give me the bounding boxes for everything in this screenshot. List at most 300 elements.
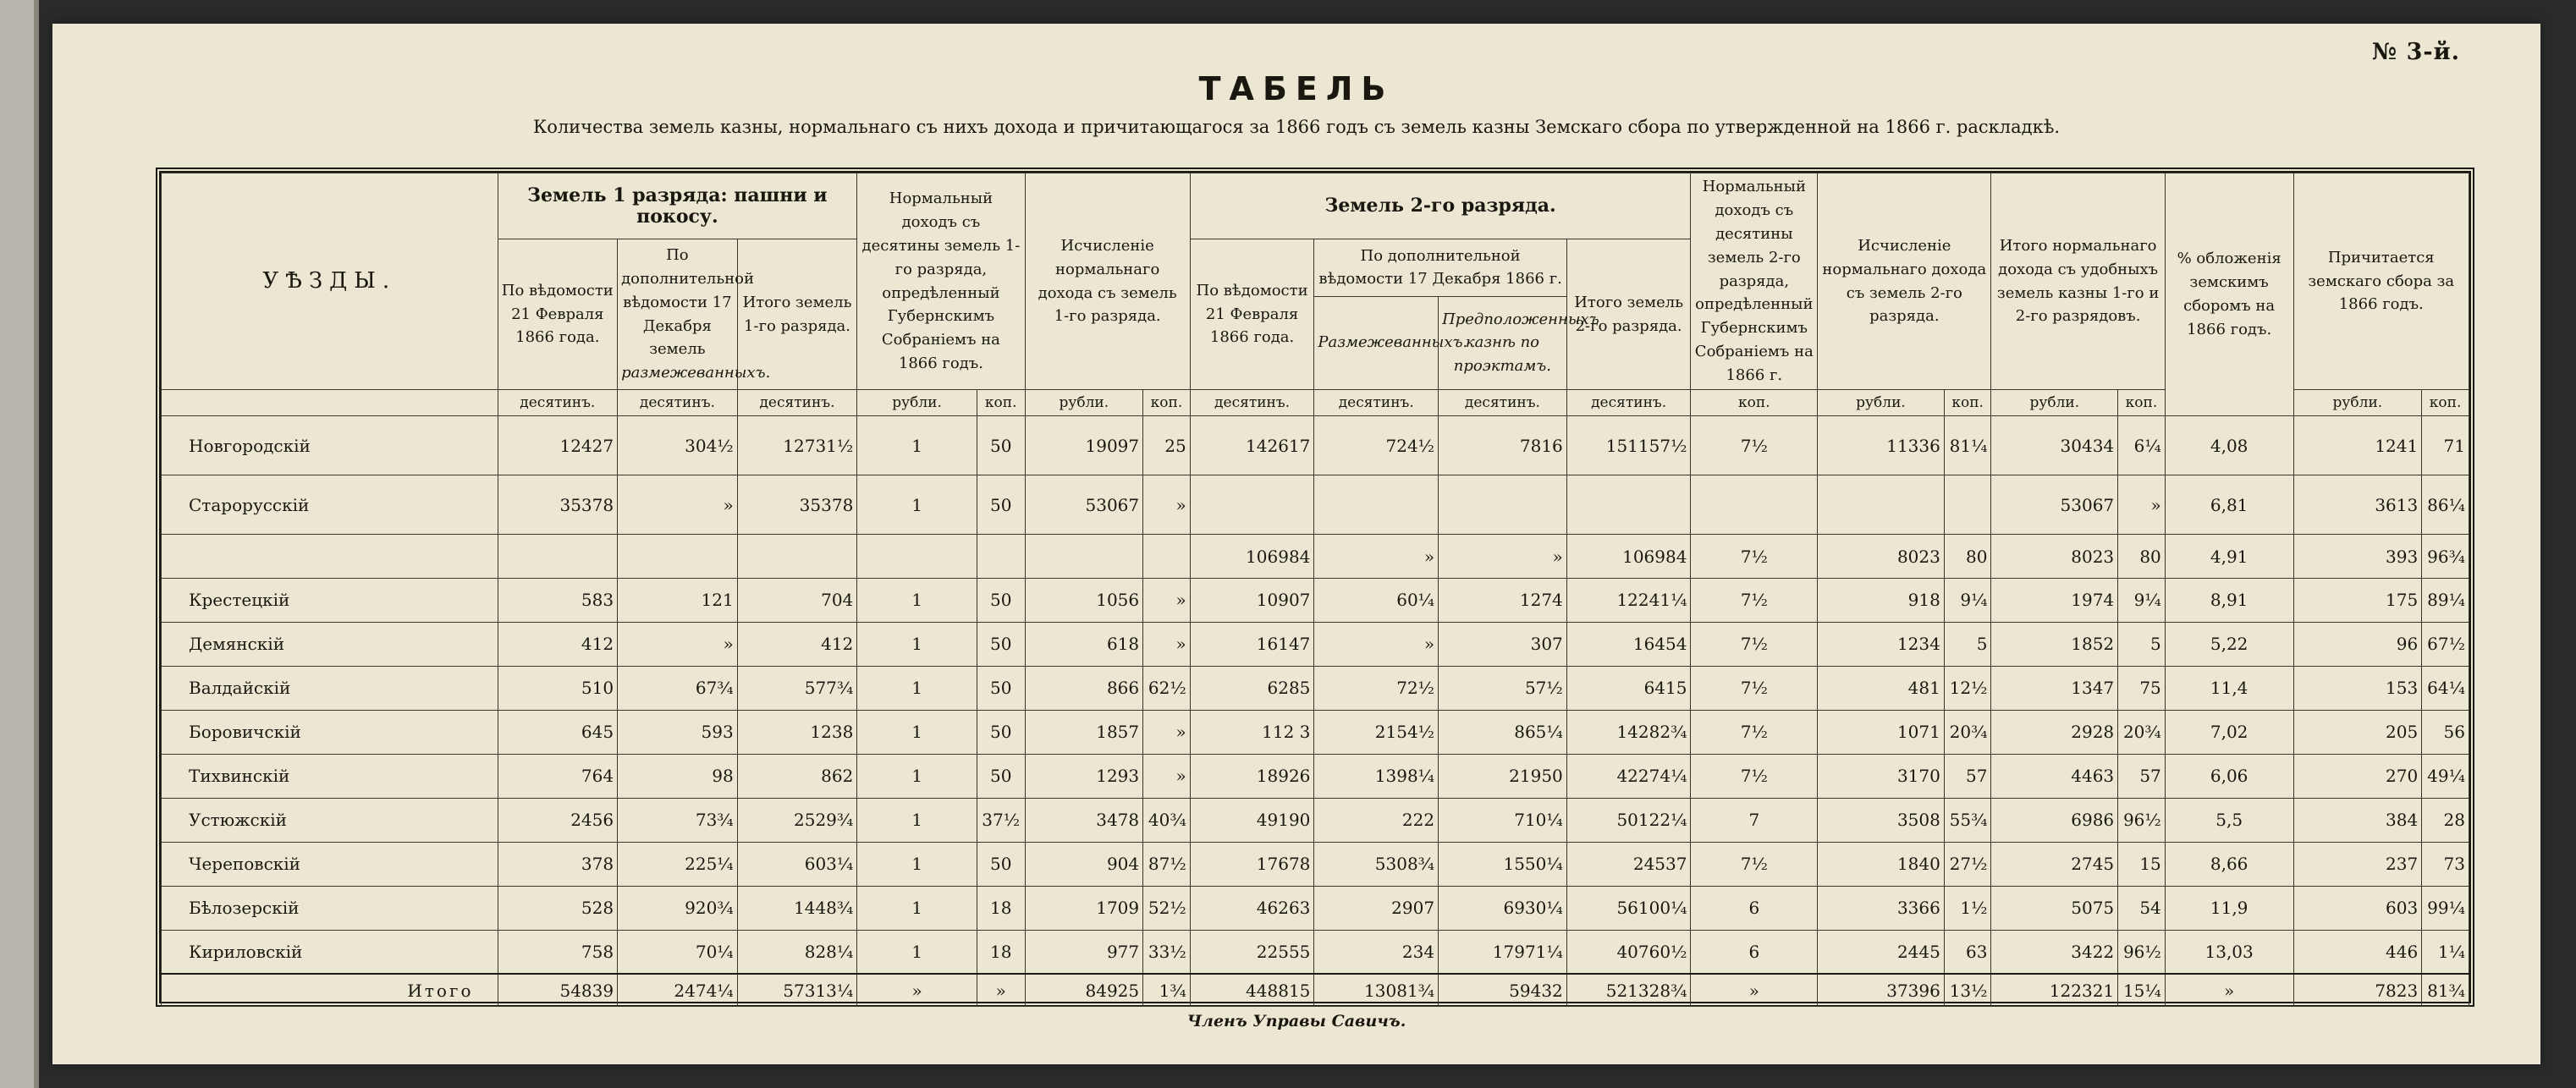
total-dr: 7823 — [2293, 974, 2422, 1006]
cell-c1 — [498, 535, 618, 579]
cell-n1k: 50 — [977, 842, 1025, 886]
cell-n1k: 50 — [977, 579, 1025, 623]
cell-dk: 73 — [2422, 842, 2469, 886]
cell-d2: 5308¾ — [1314, 842, 1439, 886]
cell-d2: 222 — [1314, 798, 1439, 842]
cell-d1: 49190 — [1190, 798, 1314, 842]
cell-cl2k: 80 — [1944, 535, 1991, 579]
document-sheet — [52, 24, 2540, 1064]
cell-d3: 1550¼ — [1439, 842, 1567, 886]
cell-tk: 96½ — [2118, 798, 2166, 842]
cell-tr: 1347 — [1991, 666, 2118, 710]
cell-cl1r: 977 — [1025, 930, 1143, 974]
cell-c1: 412 — [498, 622, 618, 666]
cell-dr: 1241 — [2293, 416, 2422, 475]
cell-d1: 112 3 — [1190, 710, 1314, 754]
cell-d2: » — [1314, 622, 1439, 666]
cell-c3: 577¾ — [737, 666, 857, 710]
cell-d3: » — [1439, 535, 1567, 579]
cell-cl2r: 481 — [1818, 666, 1945, 710]
header-due: Причитается земскаго сбора за 1866 годъ. — [2293, 173, 2469, 390]
cell-tr: 2928 — [1991, 710, 2118, 754]
total-n1r: » — [857, 974, 977, 1006]
cell-d1: 17678 — [1190, 842, 1314, 886]
cell-cl2k: 5 — [1944, 622, 1991, 666]
cell-d2: 1398¼ — [1314, 754, 1439, 798]
unit-rub: рубли. — [1991, 390, 2118, 416]
cell-dk: 28 — [2422, 798, 2469, 842]
cell-d4: 50122¼ — [1566, 798, 1691, 842]
cell-tk: 54 — [2118, 886, 2166, 930]
cell-cl2k: 81¼ — [1944, 416, 1991, 475]
cell-dr: 237 — [2293, 842, 2422, 886]
cell-c2: 67¾ — [618, 666, 738, 710]
cell-cl1r: 904 — [1025, 842, 1143, 886]
cell-n1r: 1 — [857, 622, 977, 666]
cell-dr: 96 — [2293, 622, 2422, 666]
header-group2: Земель 2-го разряда. — [1190, 173, 1691, 239]
cell-name: Старорусскій — [162, 475, 498, 535]
header-g1-c2-italic: размежеванныхъ. — [621, 364, 771, 382]
cell-pct: 5,22 — [2165, 622, 2293, 666]
cell-d4: 151157½ — [1566, 416, 1691, 475]
cell-tr: 6986 — [1991, 798, 2118, 842]
cell-pct: 13,03 — [2165, 930, 2293, 974]
cell-cl2r: 11336 — [1818, 416, 1945, 475]
cell-cl1k: » — [1143, 579, 1191, 623]
cell-cl1k: 52½ — [1143, 886, 1191, 930]
cell-n1r: 1 — [857, 475, 977, 535]
cell-pct: 4,91 — [2165, 535, 2293, 579]
cell-c1: 12427 — [498, 416, 618, 475]
total-d4: 521328¾ — [1566, 974, 1691, 1006]
total-c3: 57313¼ — [737, 974, 857, 1006]
cell-n1k: 18 — [977, 930, 1025, 974]
cell-cl1r: 1857 — [1025, 710, 1143, 754]
cell-d2 — [1314, 475, 1439, 535]
cell-c2: 70¼ — [618, 930, 738, 974]
cell-cl1k: 87½ — [1143, 842, 1191, 886]
unit-kop: коп. — [2118, 390, 2166, 416]
cell-d2: 72½ — [1314, 666, 1439, 710]
cell-cl2k: 20¾ — [1944, 710, 1991, 754]
cell-name: Череповскій — [162, 842, 498, 886]
cell-cl2r: 2445 — [1818, 930, 1945, 974]
cell-dk: 56 — [2422, 710, 2469, 754]
cell-tk: 57 — [2118, 754, 2166, 798]
cell-tk: » — [2118, 475, 2166, 535]
total-c1: 54839 — [498, 974, 618, 1006]
cell-dk: 89¼ — [2422, 579, 2469, 623]
cell-n1r: 1 — [857, 579, 977, 623]
document-number: № 3-й. — [2371, 39, 2460, 65]
cell-n1r — [857, 535, 977, 579]
cell-d3: 21950 — [1439, 754, 1567, 798]
cell-c3: 2529¾ — [737, 798, 857, 842]
table-row — [162, 842, 2469, 886]
unit-des: десятинъ. — [1439, 390, 1567, 416]
cell-name: Тихвинскій — [162, 754, 498, 798]
cell-c1: 758 — [498, 930, 618, 974]
cell-d2: » — [1314, 535, 1439, 579]
cell-pct: 8,91 — [2165, 579, 2293, 623]
cell-d4: 42274¼ — [1566, 754, 1691, 798]
cell-d1: 142617 — [1190, 416, 1314, 475]
cell-n2: 7½ — [1691, 754, 1818, 798]
cell-cl2r: 1071 — [1818, 710, 1945, 754]
cell-cl2k: 27½ — [1944, 842, 1991, 886]
header-percent: % обложенія земскимъ сборомъ на 1866 годъ. — [2165, 173, 2293, 416]
cell-c2: 73¾ — [618, 798, 738, 842]
cell-cl1k: 40¾ — [1143, 798, 1191, 842]
cell-d3: 710¼ — [1439, 798, 1567, 842]
unit-kop: коп. — [2422, 390, 2469, 416]
cell-cl2r — [1818, 475, 1945, 535]
cell-cl1r: 3478 — [1025, 798, 1143, 842]
total-tr: 122321 — [1991, 974, 2118, 1006]
cell-d2: 2154½ — [1314, 710, 1439, 754]
total-d3: 59432 — [1439, 974, 1567, 1006]
header-g2-c3: Предположенныхъ казнѣ по проэктамъ. — [1439, 296, 1567, 389]
cell-name — [162, 535, 498, 579]
cell-dk: 99¼ — [2422, 886, 2469, 930]
cell-c2: 920¾ — [618, 886, 738, 930]
cell-n1k: 50 — [977, 475, 1025, 535]
unit-kop: коп. — [1691, 390, 1818, 416]
cell-d3: 307 — [1439, 622, 1567, 666]
cell-tk: 6¼ — [2118, 416, 2166, 475]
unit-des: десятинъ. — [737, 390, 857, 416]
total-cl1k: 1¾ — [1143, 974, 1191, 1006]
cell-tk: 15 — [2118, 842, 2166, 886]
unit-des: десятинъ. — [1190, 390, 1314, 416]
cell-cl2k: 63 — [1944, 930, 1991, 974]
cell-c1: 378 — [498, 842, 618, 886]
cell-dk: 64¼ — [2422, 666, 2469, 710]
cell-c3: 12731½ — [737, 416, 857, 475]
cell-dr: 393 — [2293, 535, 2422, 579]
cell-pct: 11,4 — [2165, 666, 2293, 710]
cell-d4: 16454 — [1566, 622, 1691, 666]
unit-kop: коп. — [1143, 390, 1191, 416]
cell-dr: 3613 — [2293, 475, 2422, 535]
cell-n1k: 50 — [977, 622, 1025, 666]
cell-d3: 7816 — [1439, 416, 1567, 475]
unit-des: десятинъ. — [618, 390, 738, 416]
total-n2: » — [1691, 974, 1818, 1006]
cell-cl2r: 3508 — [1818, 798, 1945, 842]
cell-c2 — [618, 535, 738, 579]
cell-d4: 106984 — [1566, 535, 1691, 579]
cell-c1: 2456 — [498, 798, 618, 842]
document-subtitle: Количества земель казны, нормальнаго съ нихъ дохода и причитающагося за 1866 годъ съ земель казны Земскаго сбора по утвержденной на 1866 г. раскладкѣ. — [532, 117, 2061, 137]
total-c2: 2474¼ — [618, 974, 738, 1006]
cell-dr: 153 — [2293, 666, 2422, 710]
cell-dk: 1¼ — [2422, 930, 2469, 974]
cell-n2: 7½ — [1691, 579, 1818, 623]
cell-cl2k: 57 — [1944, 754, 1991, 798]
cell-name: Устюжскій — [162, 798, 498, 842]
cell-c2: 225¼ — [618, 842, 738, 886]
cell-tr: 5075 — [1991, 886, 2118, 930]
table-row — [162, 798, 2469, 842]
cell-n2: 7½ — [1691, 535, 1818, 579]
cell-d1 — [1190, 475, 1314, 535]
header-g2-c4: Итого земель 2-го разряда. — [1566, 239, 1691, 390]
cell-n1k: 18 — [977, 886, 1025, 930]
header-g2-c2: Размежеванныхъ. — [1314, 296, 1439, 389]
total-row — [162, 974, 2469, 1006]
cell-dk: 96¾ — [2422, 535, 2469, 579]
header-g1-c2 — [618, 239, 771, 390]
unit-rub: рубли. — [857, 390, 977, 416]
cell-c3: 35378 — [737, 475, 857, 535]
cell-n2: 7½ — [1691, 710, 1818, 754]
cell-d1: 106984 — [1190, 535, 1314, 579]
cell-cl1k — [1143, 535, 1191, 579]
cell-pct: 11,9 — [2165, 886, 2293, 930]
cell-c1: 528 — [498, 886, 618, 930]
cell-cl2r: 1840 — [1818, 842, 1945, 886]
cell-c3: 862 — [737, 754, 857, 798]
cell-c2: 98 — [618, 754, 738, 798]
cell-c1: 764 — [498, 754, 618, 798]
cell-d3: 17971¼ — [1439, 930, 1567, 974]
cell-d2: 60¼ — [1314, 579, 1439, 623]
header-g1-c1: По вѣдомости 21 Февраля 1866 года. — [498, 239, 618, 390]
cell-cl2k: 55¾ — [1944, 798, 1991, 842]
cell-tr: 3422 — [1991, 930, 2118, 974]
cell-pct: 5,5 — [2165, 798, 2293, 842]
cell-d3: 57½ — [1439, 666, 1567, 710]
cell-c1: 35378 — [498, 475, 618, 535]
cell-name: Новгородскій — [162, 416, 498, 475]
cell-tk: 20¾ — [2118, 710, 2166, 754]
cell-n2: 6 — [1691, 930, 1818, 974]
cell-cl1k: » — [1143, 475, 1191, 535]
cell-d4: 56100¼ — [1566, 886, 1691, 930]
cell-n1k: 50 — [977, 416, 1025, 475]
cell-n1k: 50 — [977, 754, 1025, 798]
cell-dk: 49¼ — [2422, 754, 2469, 798]
cell-d1: 6285 — [1190, 666, 1314, 710]
cell-c2: 304½ — [618, 416, 738, 475]
land-table — [161, 173, 2469, 1007]
cell-d1: 22555 — [1190, 930, 1314, 974]
unit-rub: рубли. — [1818, 390, 1945, 416]
cell-n1r: 1 — [857, 754, 977, 798]
header-group1: Земель 1 разряда: пашни и покосу. — [498, 173, 857, 239]
cell-n1r: 1 — [857, 416, 977, 475]
cell-tk: 75 — [2118, 666, 2166, 710]
cell-name: Кириловскій — [162, 930, 498, 974]
header-g2-c1: По вѣдомости 21 Февраля 1866 года. — [1190, 239, 1314, 390]
cell-d1: 16147 — [1190, 622, 1314, 666]
cell-d3: 6930¼ — [1439, 886, 1567, 930]
cell-d3 — [1439, 475, 1567, 535]
document-title: ТАБЕЛЬ — [1198, 70, 1395, 107]
cell-c3 — [737, 535, 857, 579]
cell-dk: 71 — [2422, 416, 2469, 475]
table-row — [162, 886, 2469, 930]
cell-c2: » — [618, 622, 738, 666]
cell-cl1r: 1293 — [1025, 754, 1143, 798]
cell-cl2r: 3170 — [1818, 754, 1945, 798]
cell-tk: 80 — [2118, 535, 2166, 579]
cell-d4: 40760½ — [1566, 930, 1691, 974]
cell-d4: 14282¾ — [1566, 710, 1691, 754]
signature: Членъ Управы Савичъ. — [1186, 1012, 1406, 1030]
cell-n2: 7½ — [1691, 666, 1818, 710]
unit-rub: рубли. — [2293, 390, 2422, 416]
header-calc2: Исчисленіе нормальнаго дохода съ земель 2-го разряда. — [1818, 173, 1991, 390]
cell-name: Демянскій — [162, 622, 498, 666]
total-tk: 15¼ — [2118, 974, 2166, 1006]
header-g2-sub: По дополнительной вѣдомости 17 Декабря 1866 г. — [1314, 239, 1566, 297]
total-d1: 448815 — [1190, 974, 1314, 1006]
table-row — [162, 416, 2469, 475]
header-norm2: Нормальный доходъ съ десятины земель 2-го разряда, опредѣленный Губернскимъ Собраніемъ на 1866 г. — [1691, 173, 1818, 390]
cell-tr: 53067 — [1991, 475, 2118, 535]
cell-tr: 1852 — [1991, 622, 2118, 666]
cell-n1k: 50 — [977, 666, 1025, 710]
cell-c1: 510 — [498, 666, 618, 710]
cell-cl1k: 25 — [1143, 416, 1191, 475]
cell-c2: » — [618, 475, 738, 535]
cell-d1: 46263 — [1190, 886, 1314, 930]
cell-pct: 4,08 — [2165, 416, 2293, 475]
cell-d4: 24537 — [1566, 842, 1691, 886]
cell-cl2k — [1944, 475, 1991, 535]
cell-cl1k: » — [1143, 710, 1191, 754]
table-row — [162, 535, 2469, 579]
table-row — [162, 622, 2469, 666]
header-norm1: Нормальный доходъ съ десятины земель 1-го разряда, опредѣленный Губернскимъ Собраніемъ на 1866 годъ. — [857, 173, 1025, 390]
cell-c3: 828¼ — [737, 930, 857, 974]
cell-n1r: 1 — [857, 710, 977, 754]
cell-c1: 645 — [498, 710, 618, 754]
cell-name: Крестецкій — [162, 579, 498, 623]
cell-cl1r: 866 — [1025, 666, 1143, 710]
total-cl1r: 84925 — [1025, 974, 1143, 1006]
cell-n2: 6 — [1691, 886, 1818, 930]
cell-name: Боровичскій — [162, 710, 498, 754]
cell-cl2r: 3366 — [1818, 886, 1945, 930]
cell-n1k: 37½ — [977, 798, 1025, 842]
cell-n1r: 1 — [857, 666, 977, 710]
unit-kop: коп. — [977, 390, 1025, 416]
cell-cl1r: 53067 — [1025, 475, 1143, 535]
cell-cl1r: 1056 — [1025, 579, 1143, 623]
total-d2: 13081¾ — [1314, 974, 1439, 1006]
scan-left-margin — [0, 0, 39, 1088]
cell-c2: 593 — [618, 710, 738, 754]
cell-n1r: 1 — [857, 886, 977, 930]
cell-dr: 270 — [2293, 754, 2422, 798]
cell-d1: 10907 — [1190, 579, 1314, 623]
cell-n1r: 1 — [857, 798, 977, 842]
cell-c2: 121 — [618, 579, 738, 623]
table-row — [162, 710, 2469, 754]
cell-cl1r: 19097 — [1025, 416, 1143, 475]
cell-cl2k: 1½ — [1944, 886, 1991, 930]
cell-tr: 4463 — [1991, 754, 2118, 798]
cell-d4 — [1566, 475, 1691, 535]
cell-pct: 6,81 — [2165, 475, 2293, 535]
cell-c3: 704 — [737, 579, 857, 623]
cell-cl2r: 918 — [1818, 579, 1945, 623]
total-cl2k: 13½ — [1944, 974, 1991, 1006]
cell-cl1k: 33½ — [1143, 930, 1191, 974]
cell-d4: 6415 — [1566, 666, 1691, 710]
cell-cl1k: » — [1143, 754, 1191, 798]
cell-dk: 86¼ — [2422, 475, 2469, 535]
total-pct: » — [2165, 974, 2293, 1006]
cell-d4: 12241¼ — [1566, 579, 1691, 623]
cell-name: Валдайскій — [162, 666, 498, 710]
total-name: Итого — [162, 974, 498, 1006]
unit-des: десятинъ. — [1566, 390, 1691, 416]
unit-rub: рубли. — [1025, 390, 1143, 416]
cell-n1k: 50 — [977, 710, 1025, 754]
header-total-norm: Итого нормальнаго дохода съ удобныхъ земель казны 1-го и 2-го разрядовъ. — [1991, 173, 2165, 390]
cell-cl2r: 1234 — [1818, 622, 1945, 666]
cell-c3: 603¼ — [737, 842, 857, 886]
cell-n1r: 1 — [857, 930, 977, 974]
table-body — [162, 416, 2469, 1007]
cell-d3: 865¼ — [1439, 710, 1567, 754]
cell-n2: 7½ — [1691, 842, 1818, 886]
cell-d2: 2907 — [1314, 886, 1439, 930]
cell-tr: 30434 — [1991, 416, 2118, 475]
cell-n2: 7 — [1691, 798, 1818, 842]
cell-tk: 9¼ — [2118, 579, 2166, 623]
total-n1k: » — [977, 974, 1025, 1006]
cell-d2: 724½ — [1314, 416, 1439, 475]
header-calc1: Исчисленіе нормальнаго дохода съ земель 1-го разряда. — [1025, 173, 1190, 390]
unit-kop: коп. — [1944, 390, 1991, 416]
cell-c3: 412 — [737, 622, 857, 666]
table-row — [162, 666, 2469, 710]
cell-tr: 2745 — [1991, 842, 2118, 886]
total-cl2r: 37396 — [1818, 974, 1945, 1006]
cell-c3: 1238 — [737, 710, 857, 754]
cell-d3: 1274 — [1439, 579, 1567, 623]
unit-des: десятинъ. — [498, 390, 618, 416]
unit-des: десятинъ. — [1314, 390, 1439, 416]
cell-dr: 175 — [2293, 579, 2422, 623]
cell-dr: 446 — [2293, 930, 2422, 974]
header-g1-c2-text: По дополнительной вѣдомости 17 Декабря земель — [621, 245, 754, 359]
cell-d2: 234 — [1314, 930, 1439, 974]
cell-tr: 1974 — [1991, 579, 2118, 623]
table-row — [162, 475, 2469, 535]
cell-c3: 1448¾ — [737, 886, 857, 930]
cell-cl2k: 12½ — [1944, 666, 1991, 710]
cell-cl2r: 8023 — [1818, 535, 1945, 579]
table-row — [162, 930, 2469, 974]
table-row — [162, 579, 2469, 623]
cell-name: Бѣлозерскій — [162, 886, 498, 930]
cell-tk: 5 — [2118, 622, 2166, 666]
cell-n2 — [1691, 475, 1818, 535]
cell-n2: 7½ — [1691, 416, 1818, 475]
cell-n1k — [977, 535, 1025, 579]
cell-pct: 7,02 — [2165, 710, 2293, 754]
cell-tr: 8023 — [1991, 535, 2118, 579]
table-row — [162, 754, 2469, 798]
table-frame — [156, 168, 2474, 1007]
